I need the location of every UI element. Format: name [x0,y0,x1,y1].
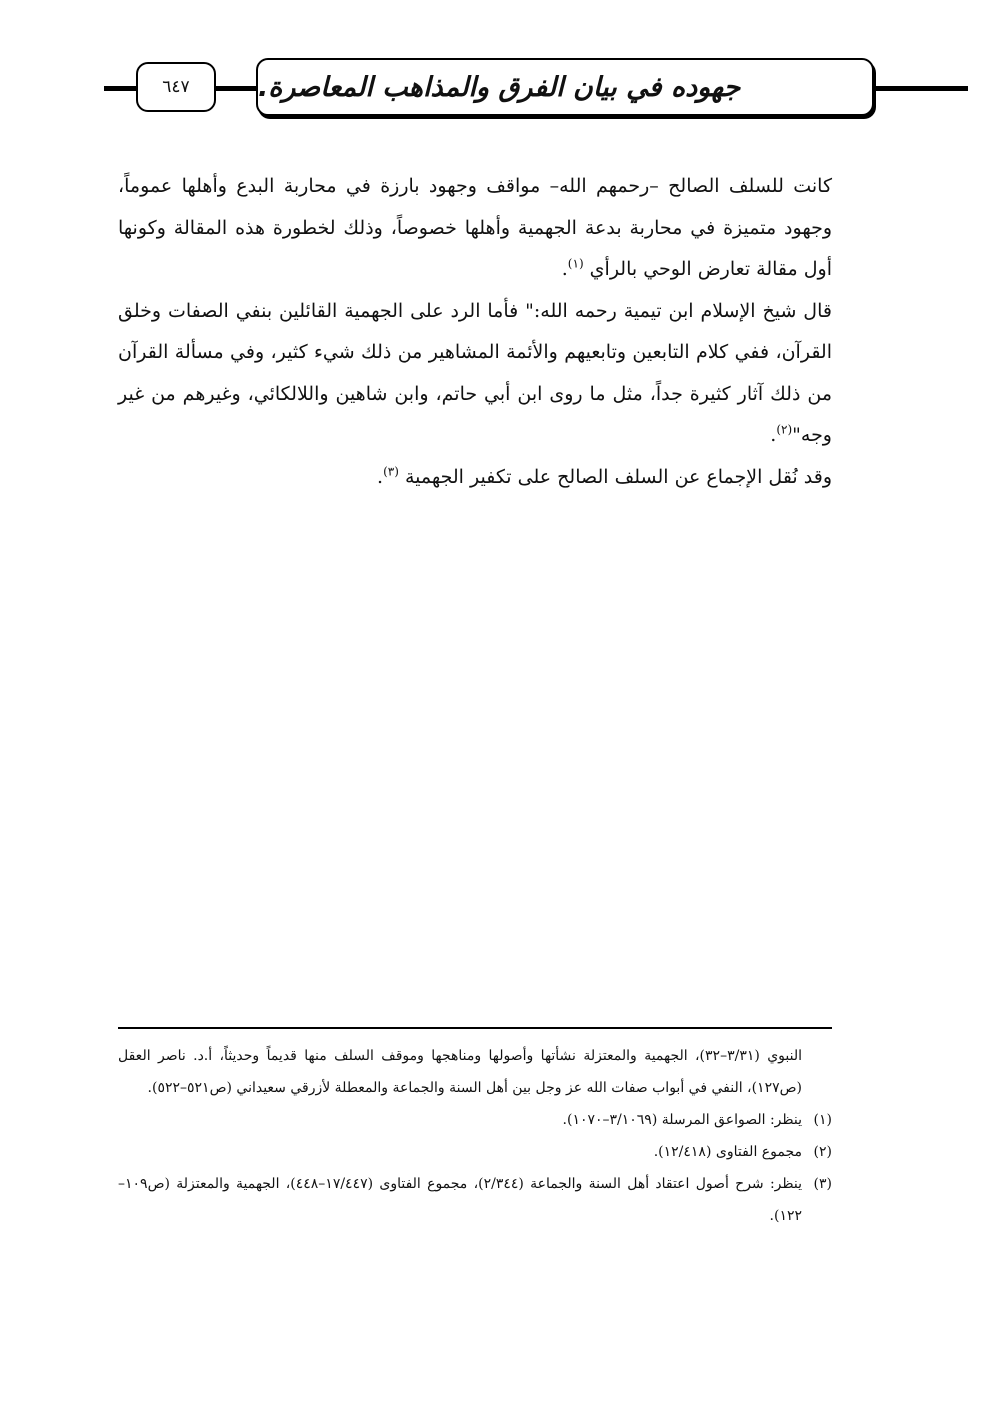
paragraph-1-text: كانت للسلف الصالح –رحمهم الله– مواقف وجهود بارزة في محاربة البدع وأهلها عموماً، وجهود متميزة في محاربة بدعة الجهمية وأهلها خصوصاً، وذلك لخطورة هذه المقالة وكونها أول مقالة تعارض الوحي بالرأي [118,175,832,280]
footnote-item [118,1136,832,1168]
header-rule-right [872,86,968,91]
main-text [118,166,832,498]
paragraph-2-period: . [770,424,777,446]
footnote-ref-1[interactable]: (١) [567,256,584,271]
paragraph-3 [118,457,832,499]
footnotes [118,1040,832,1232]
footnote-text: مجموع الفتاوى (١٢/٤١٨). [653,1144,802,1160]
paragraph-1-period: . [561,258,568,280]
paragraph-2 [118,291,832,457]
header-rule-middle [216,86,258,91]
footnote-continuation: النبوي (٣/٣١–٣٢)، الجهمية والمعتزلة نشأتها وأصولها ومناهجها وموقف السلف منها قديماً وحديثاً، أ.د. ناصر العقل (ص١٢٧)، النفي في أبواب صفات الله عز وجل بين أهل السنة والجماعة والمعطلة لأزرقي سعيداني (ص٥٢١–٥٢٢). [118,1048,802,1096]
footnote-ref-2[interactable]: (٢) [776,422,793,437]
footnote-ref-3[interactable]: (٣) [383,464,399,479]
footnote-item [118,1168,832,1232]
footnote-text: ينظر: الصواعق المرسلة (٣/١٠٦٩–١٠٧٠). [562,1112,802,1128]
footnote-item [118,1104,832,1136]
paragraph-2-text: قال شيخ الإسلام ابن تيمية رحمه الله:" فأما الرد على الجهمية القائلين بنفي الصفات وخلق القرآن، ففي كلام التابعين وتابعيهم والأئمة المشاهير من ذلك شيء كثير، وفي مسألة القرآن من ذلك آثار كثيرة جداً، مثل ما روى ابن أبي حاتم، وابن شاهين واللالكائي، وغيرهم من غير وجه" [118,299,832,446]
footnote-separator [118,1027,832,1029]
running-title: جهوده في بيان الفرق والمذاهب المعاصرة. [256,58,874,116]
footnote-number: (٣) [813,1176,832,1192]
footnote-number: (٢) [813,1144,832,1160]
page-number: ٦٤٧ [136,62,216,112]
footnote-text: ينظر: شرح أصول اعتقاد أهل السنة والجماعة (٢/٣٤٤)، مجموع الفتاوى (١٧/٤٤٧–٤٤٨)، الجهمية والمعتزلة (ص١٠٩–١٢٢). [118,1176,802,1224]
paragraph-3-period: . [377,465,384,488]
paragraph-3-text: وقد نُقل الإجماع عن السلف الصالح على تكفير الجهمية [404,465,832,488]
footnote-number: (١) [813,1112,832,1128]
header-rule-left [104,86,136,91]
paragraph-1 [118,166,832,291]
page-header [0,0,992,130]
